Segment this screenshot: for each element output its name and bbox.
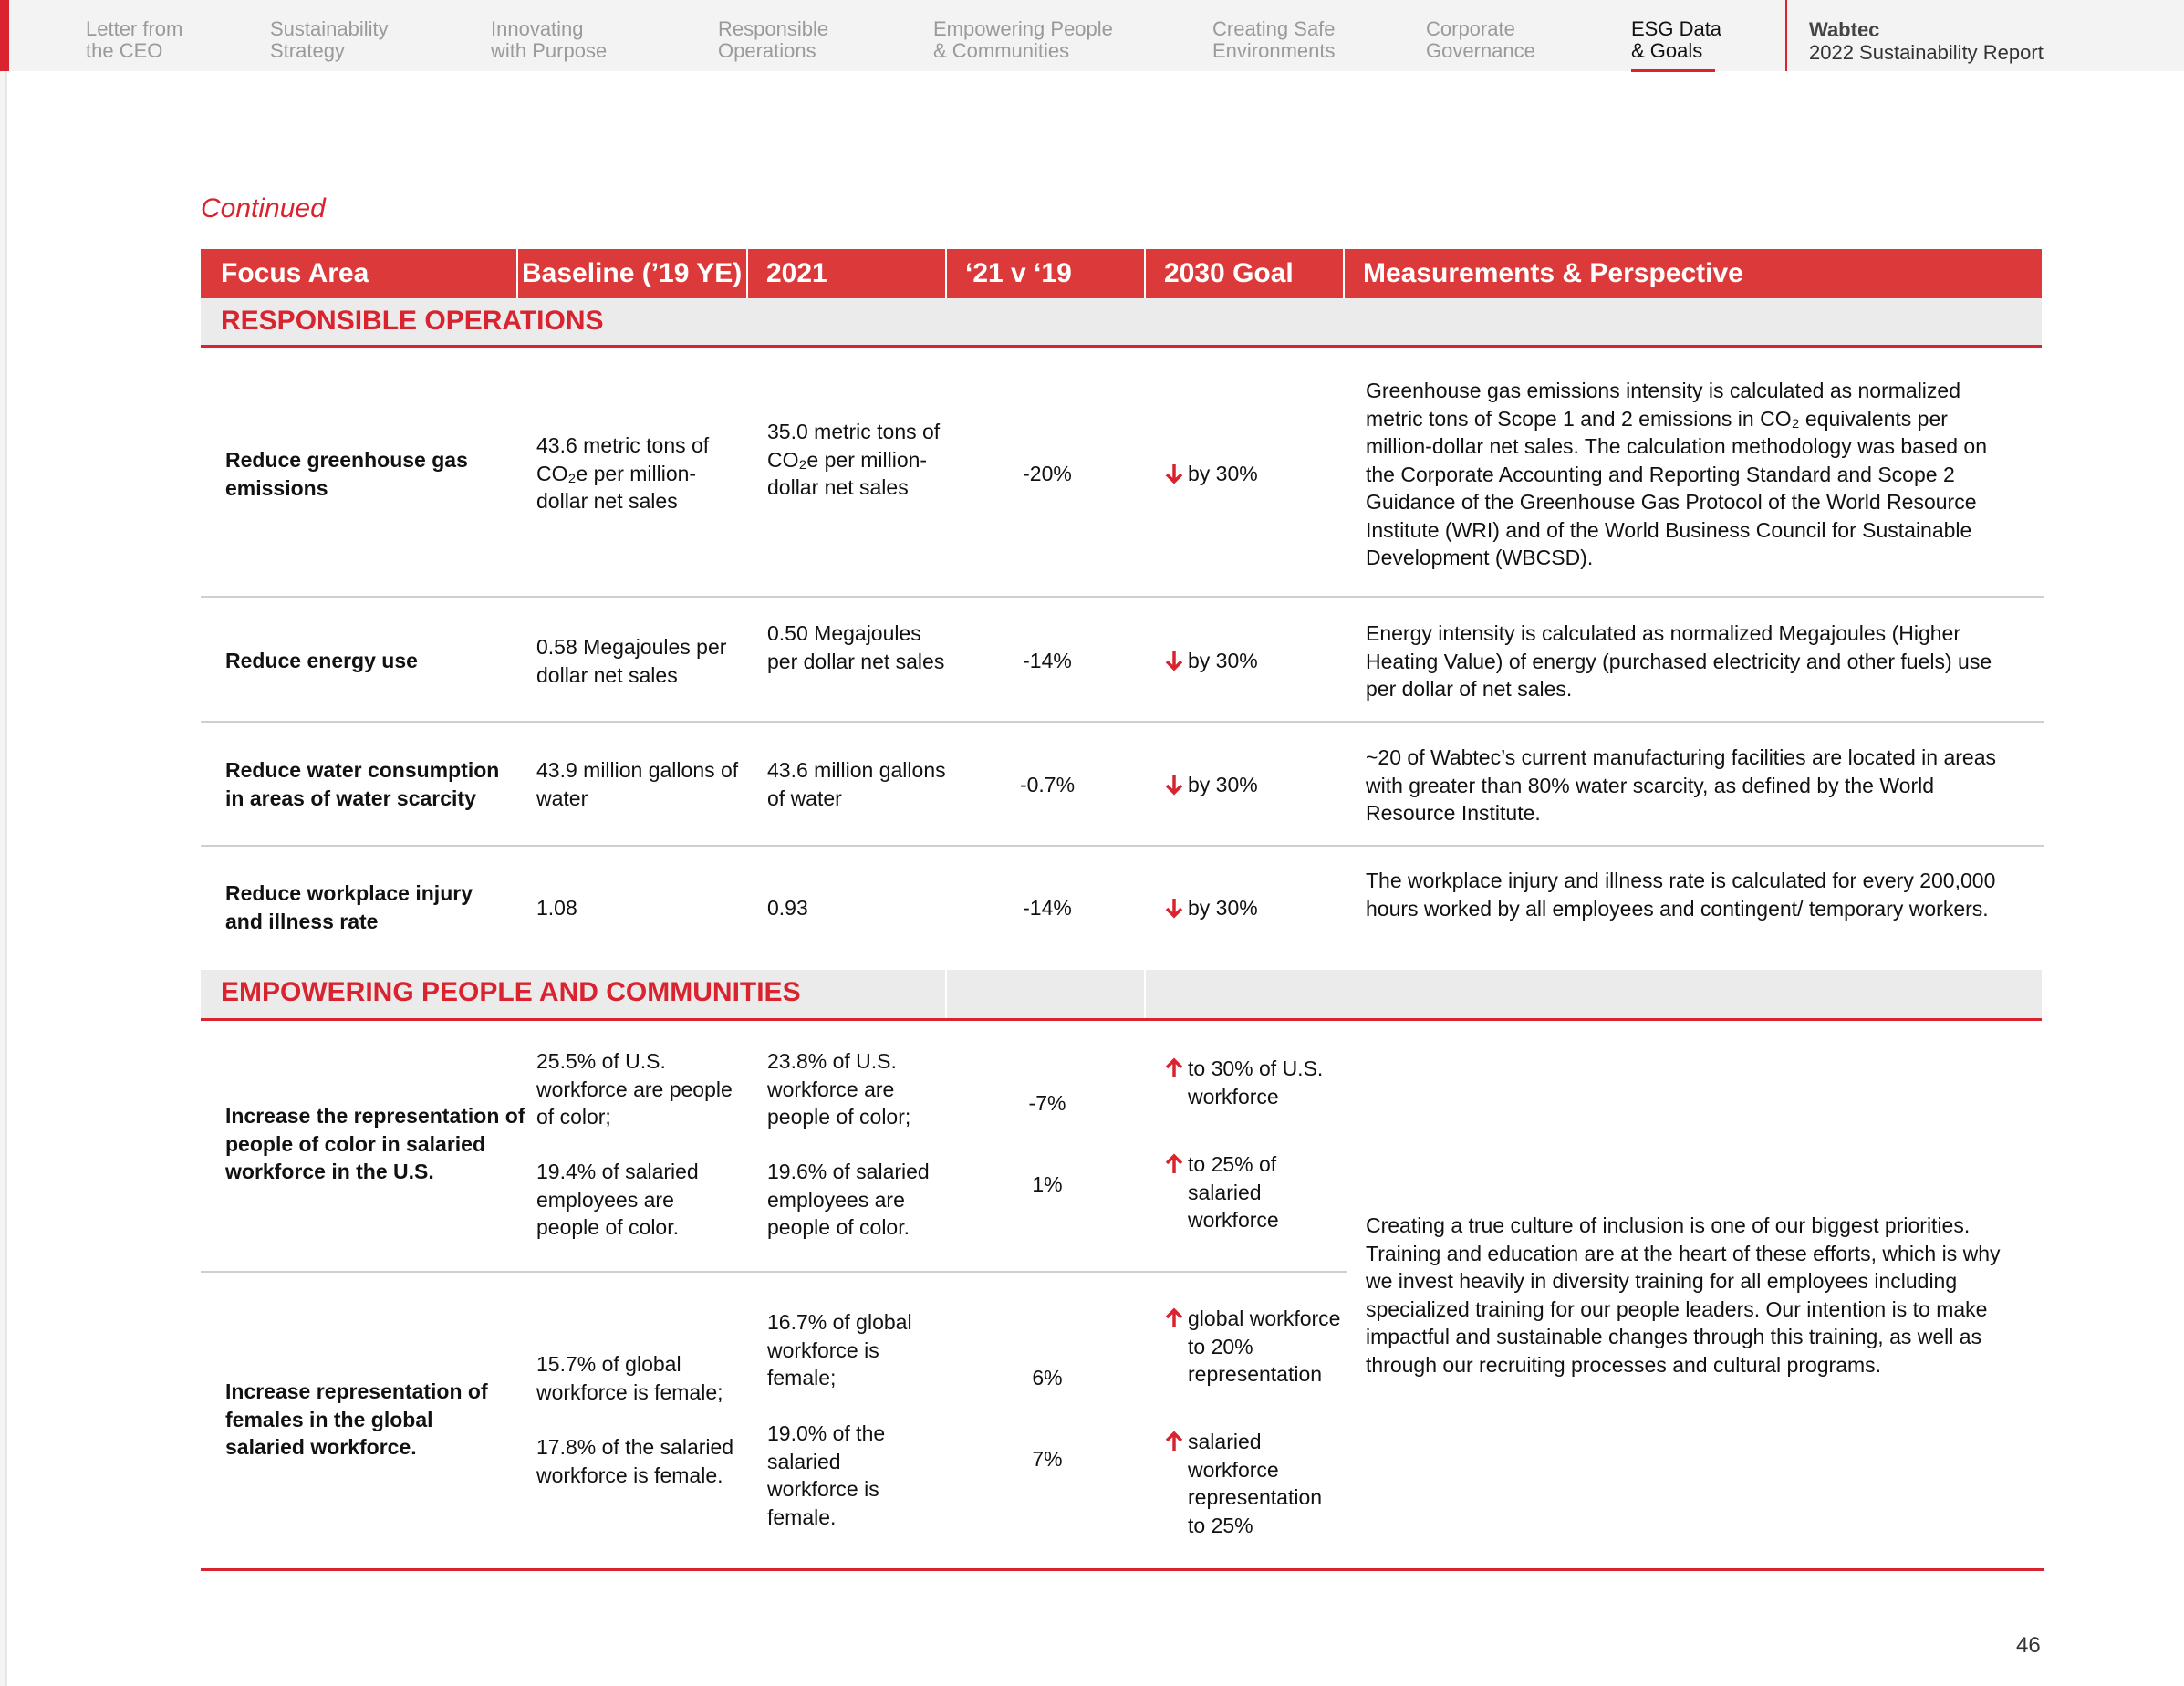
arrow-down-icon bbox=[1164, 463, 1184, 484]
value-2021-poc-salaried: 19.6% of salaried employees are people of color. bbox=[767, 1160, 930, 1239]
baseline-female-salaried: 17.8% of the salaried workforce is female. bbox=[536, 1435, 734, 1487]
nav-item-responsible-operations[interactable]: Responsible Operations bbox=[718, 17, 829, 62]
continued-label: Continued bbox=[201, 193, 326, 224]
perspective-energy: Energy intensity is calculated as normalized Megajoules (Higher Heating Value) of energy (purchased electricity and other fuels) use per dollar of net sales. bbox=[1366, 621, 1992, 701]
active-tab-indicator bbox=[1631, 69, 1715, 72]
top-navigation bbox=[0, 0, 2184, 71]
row-divider bbox=[201, 596, 2044, 598]
table-header bbox=[201, 249, 2042, 298]
header-measurements: Measurements & Perspective bbox=[1363, 258, 1743, 288]
goal-poc-workforce bbox=[1164, 1055, 1347, 1110]
section-divider bbox=[945, 970, 947, 1018]
baseline-ghg: 43.6 metric tons of CO₂e per million-dollar net sales bbox=[536, 433, 710, 513]
page-left-edge bbox=[0, 71, 7, 1686]
table-bottom-rule bbox=[201, 1568, 2044, 1571]
page-number: 46 bbox=[2016, 1633, 2041, 1658]
change-female-global: 6% bbox=[1032, 1366, 1063, 1389]
header-2030-goal: 2030 Goal bbox=[1164, 258, 1294, 288]
nav-item-innovating-with-purpose[interactable]: Innovating with Purpose bbox=[491, 17, 608, 62]
focus-people-of-color: Increase the representation of people of color in salaried workforce in the U.S. bbox=[225, 1104, 525, 1183]
arrow-up-icon bbox=[1164, 1307, 1184, 1329]
change-injury: -14% bbox=[1023, 896, 1072, 920]
arrow-down-icon bbox=[1164, 897, 1184, 919]
row-divider bbox=[201, 1271, 1347, 1273]
section-title: RESPONSIBLE OPERATIONS bbox=[221, 306, 604, 336]
focus-females: Increase representation of females in the global salaried workforce. bbox=[225, 1379, 488, 1459]
change-poc-salaried: 1% bbox=[1032, 1172, 1063, 1196]
goal-text: to 30% of U.S. workforce bbox=[1188, 1056, 1324, 1108]
goal-text: by 30% bbox=[1188, 896, 1258, 920]
nav-item-corporate-governance[interactable]: Corporate Governance bbox=[1426, 17, 1535, 62]
nav-item-empowering-people[interactable]: Empowering People & Communities bbox=[933, 17, 1113, 62]
change-water: -0.7% bbox=[1019, 773, 1076, 796]
value-2021-ghg: 35.0 metric tons of CO₂e per million-dollar net sales bbox=[767, 420, 941, 499]
nav-item-creating-safe-environments[interactable]: Creating Safe Environments bbox=[1212, 17, 1336, 62]
goal-water bbox=[1164, 771, 1347, 799]
goal-text: global workforce to 20% representation bbox=[1188, 1306, 1341, 1386]
brand-name: Wabtec bbox=[1809, 18, 1880, 41]
focus-ghg: Reduce greenhouse gas emissions bbox=[225, 448, 468, 500]
baseline-poc-workforce: 25.5% of U.S. workforce are people of color; bbox=[536, 1049, 733, 1129]
goal-text: by 30% bbox=[1188, 649, 1258, 672]
value-2021-female-global: 16.7% of global workforce is female; bbox=[767, 1310, 912, 1389]
goal-female-global bbox=[1164, 1305, 1342, 1389]
baseline-female-global: 15.7% of global workforce is female; bbox=[536, 1352, 723, 1404]
report-brand bbox=[1809, 18, 2044, 64]
value-2021-water: 43.6 million gallons of water bbox=[767, 758, 946, 810]
arrow-up-icon bbox=[1164, 1057, 1184, 1079]
nav-item-sustainability-strategy[interactable]: Sustainability Strategy bbox=[270, 17, 389, 62]
row-divider bbox=[201, 845, 2044, 847]
section-title: EMPOWERING PEOPLE AND COMMUNITIES bbox=[221, 977, 801, 1007]
row-divider bbox=[201, 721, 2044, 723]
perspective-water: ~20 of Wabtec’s current manufacturing facilities are located in areas with greater than 80% water scarcity, as defined by the World Resource Institute. bbox=[1366, 745, 1996, 825]
perspective-injury: The workplace injury and illness rate is calculated for every 200,000 hours worked by all employees and contingent/ temporary workers. bbox=[1366, 869, 1996, 921]
section-empowering-people bbox=[201, 970, 2042, 1021]
nav-item-letter-from-ceo[interactable]: Letter from the CEO bbox=[86, 17, 183, 62]
goal-female-salaried bbox=[1164, 1428, 1342, 1539]
section-responsible-operations bbox=[201, 298, 2042, 348]
baseline-injury: 1.08 bbox=[536, 896, 577, 920]
arrow-down-icon bbox=[1164, 774, 1184, 796]
baseline-water: 43.9 million gallons of water bbox=[536, 758, 739, 810]
goal-text: by 30% bbox=[1188, 462, 1258, 485]
value-2021-female-salaried: 19.0% of the salaried workforce is female. bbox=[767, 1421, 886, 1529]
goal-text: to 25% of salaried workforce bbox=[1188, 1152, 1279, 1232]
baseline-poc-salaried: 19.4% of salaried employees are people of color. bbox=[536, 1160, 699, 1239]
value-2021-injury: 0.93 bbox=[767, 896, 808, 920]
value-2021-poc-workforce: 23.8% of U.S. workforce are people of color; bbox=[767, 1049, 911, 1129]
header-baseline: Baseline (’19 YE) bbox=[522, 258, 743, 288]
arrow-up-icon bbox=[1164, 1431, 1184, 1452]
baseline-energy: 0.58 Megajoules per dollar net sales bbox=[536, 635, 727, 687]
goal-injury bbox=[1164, 894, 1347, 922]
header-2021: 2021 bbox=[766, 258, 827, 288]
nav-accent-bar bbox=[0, 0, 9, 71]
focus-water: Reduce water consumption in areas of water scarcity bbox=[225, 758, 500, 810]
perspective-people: Creating a true culture of inclusion is one of our biggest priorities. Training and education are at the heart of these efforts, which is why we invest heavily in diversity training for all employees including specialized training for our people leaders. Our intention is to make impactful and sustainable changes through this training, as well as through our recruiting processes and cultural programs. bbox=[1366, 1213, 2001, 1377]
goal-ghg bbox=[1164, 460, 1347, 488]
section-divider bbox=[1144, 970, 1146, 1018]
goal-poc-salaried bbox=[1164, 1150, 1328, 1234]
arrow-down-icon bbox=[1164, 650, 1184, 671]
value-2021-energy: 0.50 Megajoules per dollar net sales bbox=[767, 621, 945, 673]
goal-text: salaried workforce representation to 25% bbox=[1188, 1430, 1323, 1537]
change-female-salaried: 7% bbox=[1032, 1447, 1063, 1471]
change-energy: -14% bbox=[1023, 649, 1072, 672]
change-ghg: -20% bbox=[1023, 462, 1072, 485]
focus-injury: Reduce workplace injury and illness rate bbox=[225, 881, 473, 933]
focus-energy: Reduce energy use bbox=[225, 649, 418, 672]
arrow-up-icon bbox=[1164, 1153, 1184, 1175]
header-focus-area: Focus Area bbox=[221, 258, 369, 288]
perspective-ghg: Greenhouse gas emissions intensity is calculated as normalized metric tons of Scope 1 and 2 emissions in CO₂ equivalents per million-dollar net sales. The calculation methodology was based on the Corporate Accounting and Reporting Standard and Scope 2 Guidance of the Greenhouse Gas Protocol of the World Resource Institute (WRI) and of the World Business Council for Sustainable Development (WBCSD). bbox=[1366, 379, 1988, 569]
goal-energy bbox=[1164, 647, 1347, 675]
header-change: ‘21 v ‘19 bbox=[965, 258, 1072, 288]
report-title: 2022 Sustainability Report bbox=[1809, 41, 2044, 64]
change-poc-workforce: -7% bbox=[1028, 1091, 1066, 1115]
goal-text: by 30% bbox=[1188, 773, 1258, 796]
nav-divider bbox=[1785, 0, 1787, 71]
nav-item-esg-data-goals[interactable]: ESG Data & Goals bbox=[1631, 17, 1722, 62]
